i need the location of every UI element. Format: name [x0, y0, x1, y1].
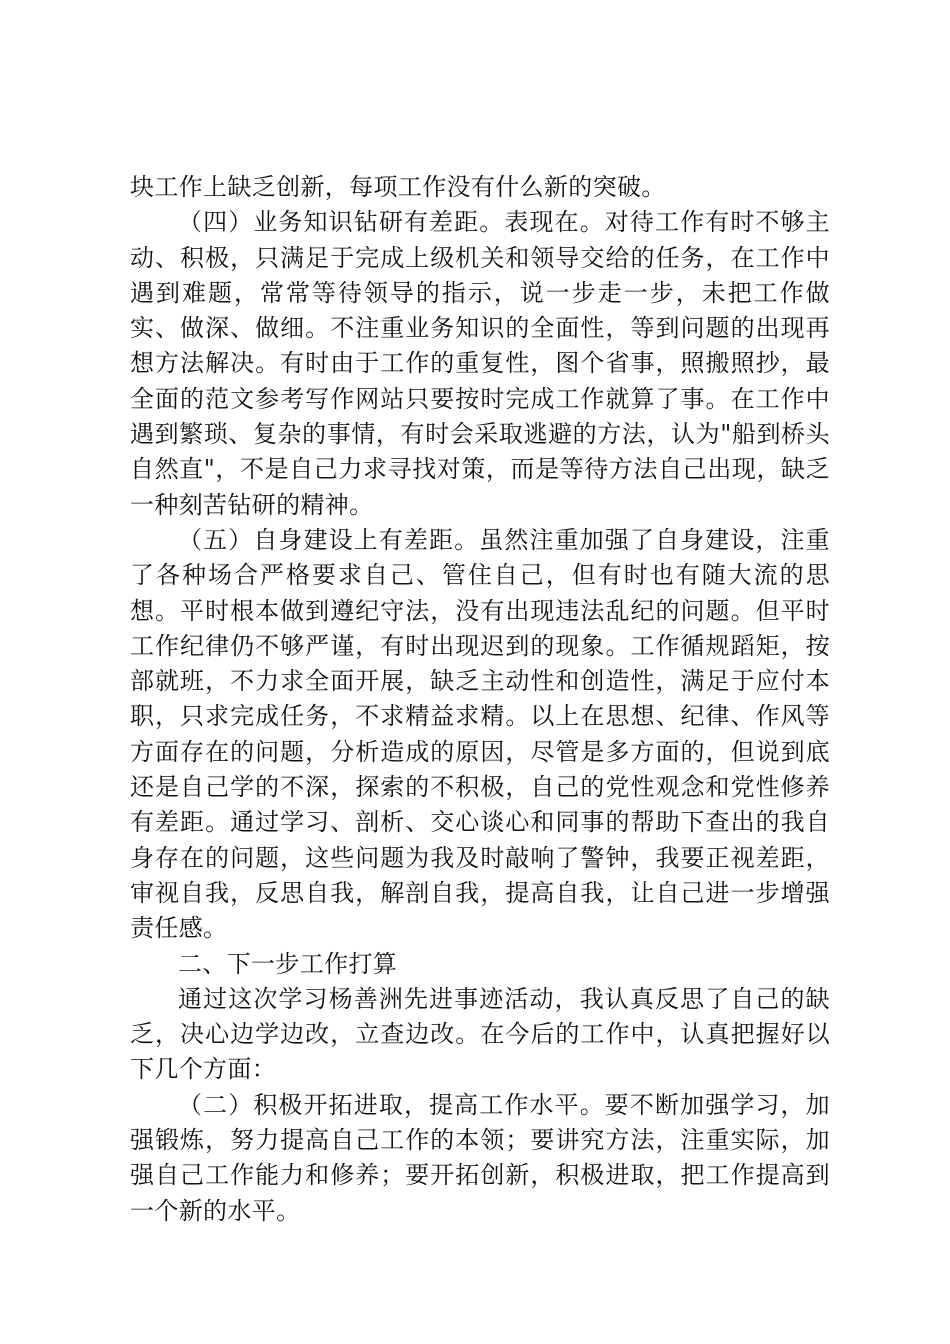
paragraph-section-five: （五）自身建设上有差距。虽然注重加强了自身建设，注重了各种场合严格要求自己、管住自己，但有时也有随大流的思想。平时根本做到遵纪守法，没有出现违法乱纪的问题。但平时工作纪律仍不够严谨，有时出现迟到的现象。工作循规蹈矩，按部就班，不力求全面开展，缺乏主动性和创造性，满足于应付本职，只求完成任务，不求精益求精。以上在思想、纪律、作风等方面存在的问题，分析造成的原因，尽管是多方面的，但说到底还是自己学的不深，探索的不积极，自己的党性观念和党性修养有差距。通过学习、剖析、交心谈心和同事的帮助下查出的我自身存在的问题，这些问题为我及时敲响了警钟，我要正视差距，审视自我，反思自我，解剖自我，提高自我，让自己进一步增强责任感。 [130, 525, 830, 943]
paragraph-section-four: （四）业务知识钻研有差距。表现在。对待工作有时不够主动、积极，只满足于完成上级机关和领导交给的任务，在工作中遇到难题，常常等待领导的指示，说一步走一步，未把工作做实、做深、做细。不注重业务知识的全面性，等到问题的出现再想方法解决。有时由于工作的重复性，图个省事，照搬照抄，最全面的范文参考写作网站只要按时完成工作就算了事。在工作中遇到繁琐、复杂的事情，有时会采取逃避的方法，认为"船到桥头自然直"，不是自己力求寻找对策，而是等待方法自己出现，缺乏一种刻苦钻研的精神。 [130, 208, 830, 519]
paragraph-continuation: 块工作上缺乏创新，每项工作没有什么新的突破。 [130, 173, 666, 201]
document-body [130, 170, 830, 1229]
paragraph-item-two: （二）积极开拓进取，提高工作水平。要不断加强学习，加强锻炼，努力提高自己工作的本领；要讲究方法，注重实际，加强自己工作能力和修养；要开拓创新，积极进取，把工作提高到一个新的水平。 [130, 1090, 830, 1225]
section-heading: 二、下一步工作打算 [178, 949, 398, 978]
paragraph-intro: 通过这次学习杨善洲先进事迹活动，我认真反思了自己的缺乏，决心边学边改，立查边改。在今后的工作中，认真把握好以下几个方面： [130, 984, 830, 1084]
